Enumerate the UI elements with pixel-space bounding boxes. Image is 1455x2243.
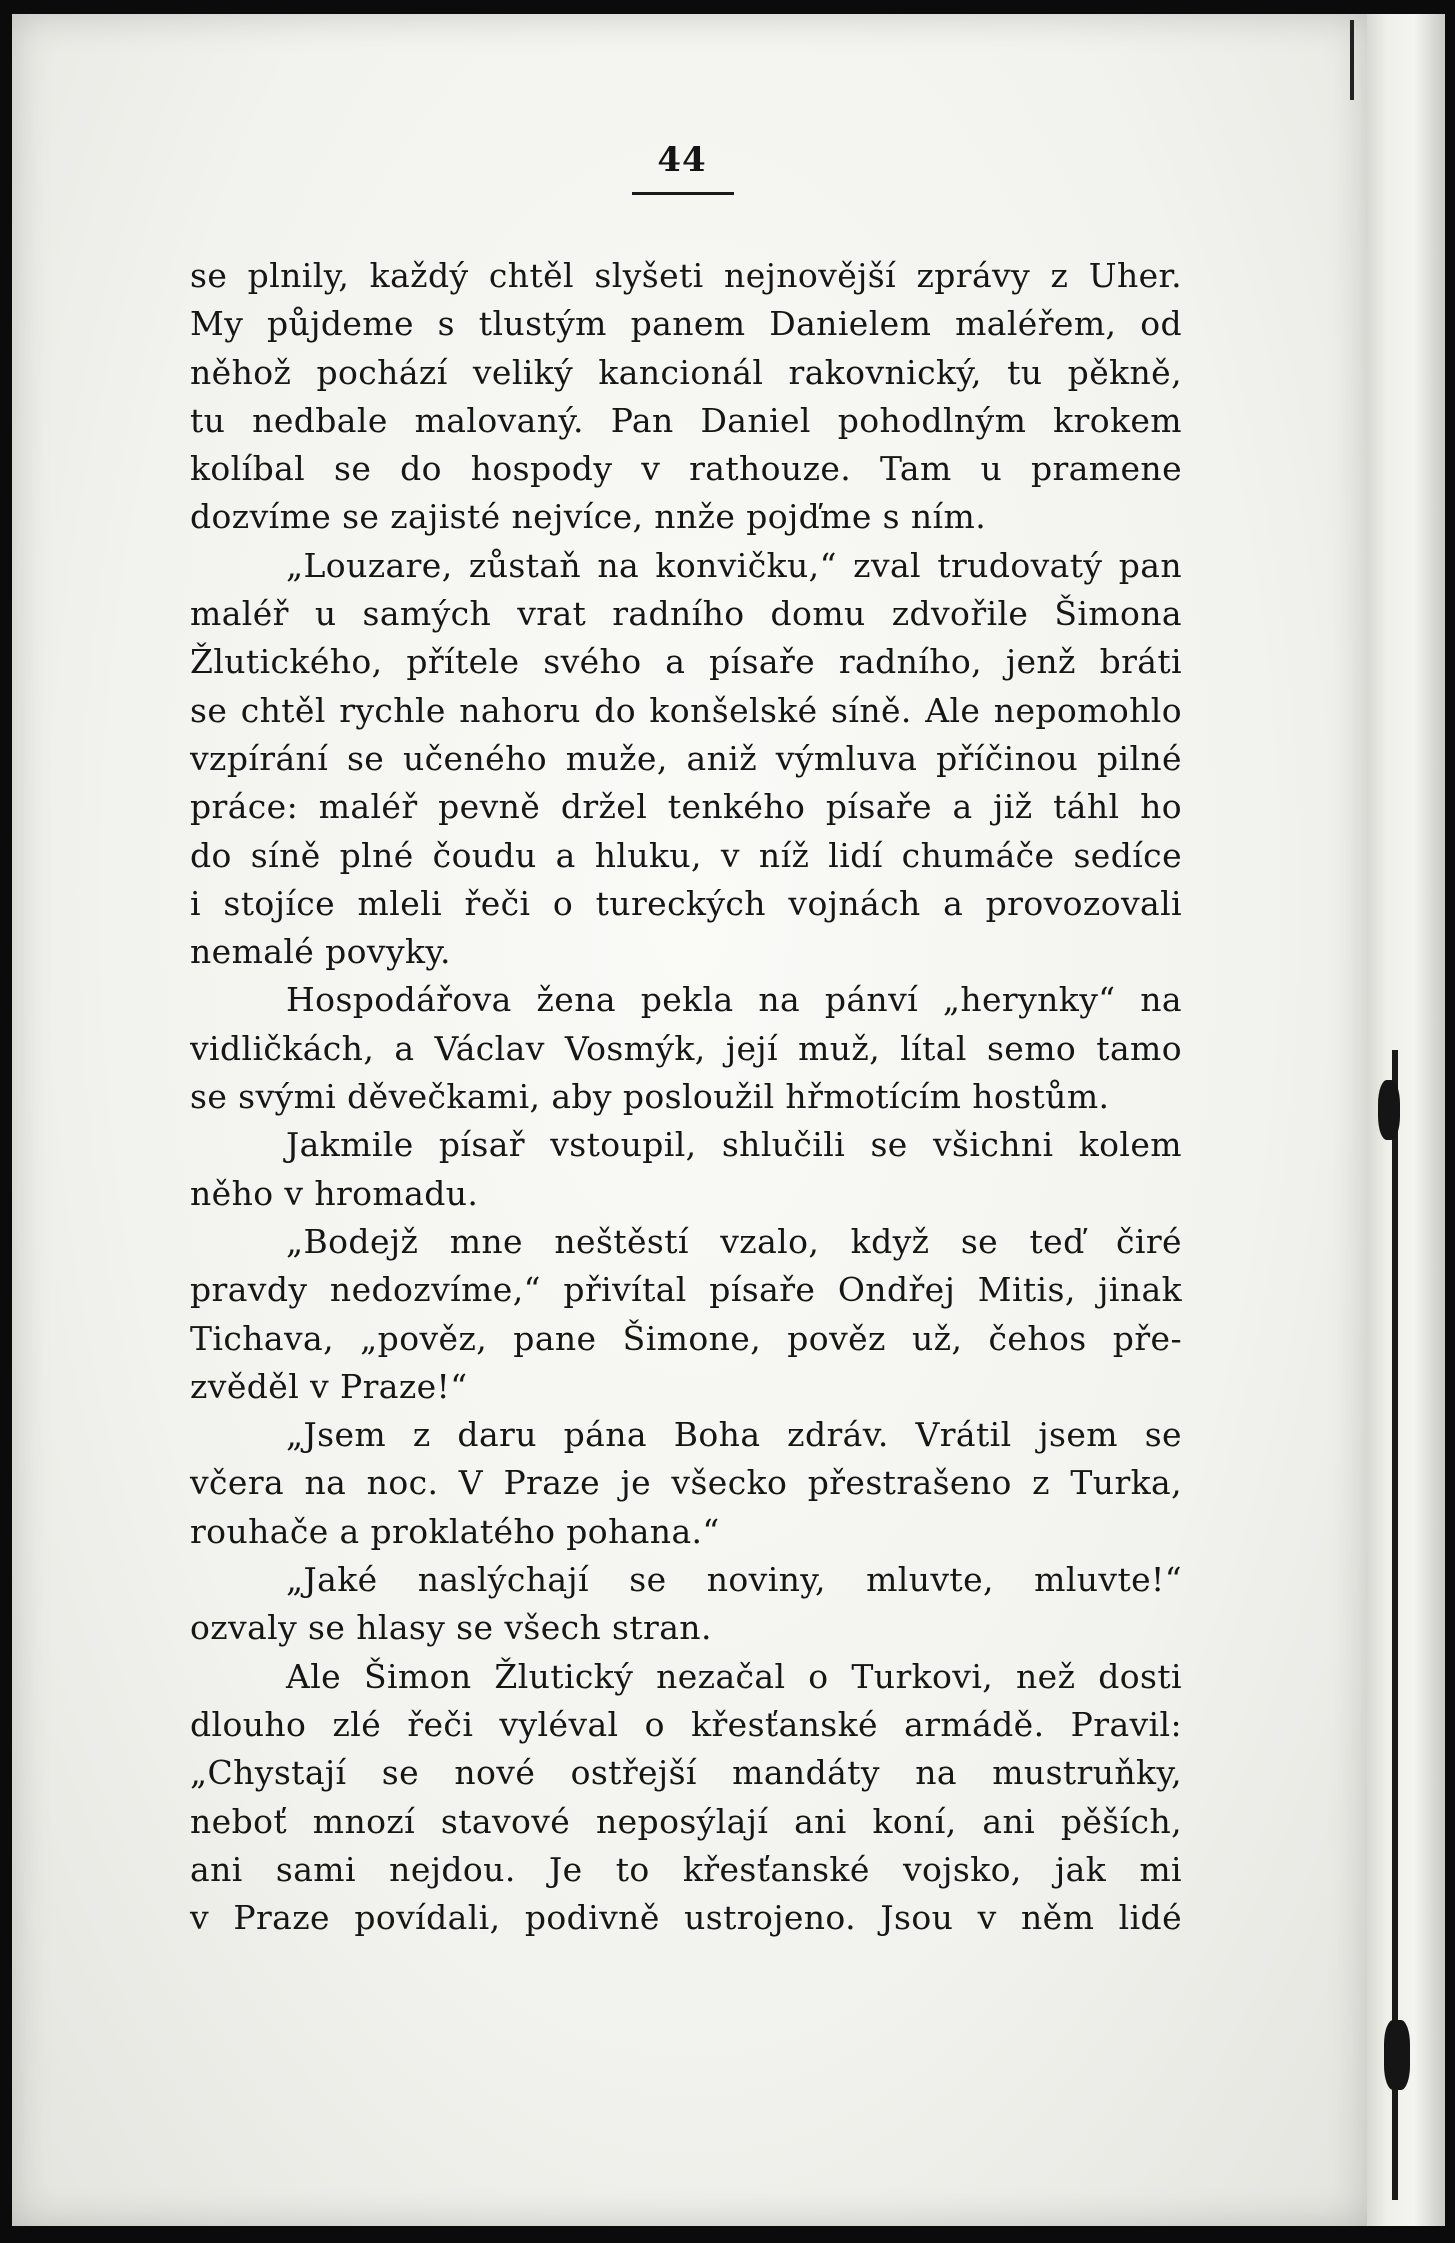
text-line: dlouho zlé řeči vyléval o křesťanské armádě. Pravil:	[190, 1704, 1182, 1744]
text-line: neboť mnozí stavové neposýlají ani koní, ani pěších,	[190, 1801, 1182, 1841]
body-text	[190, 252, 1182, 1942]
text-line: „Jsem z daru pána Boha zdráv. Vrátil jsem se	[286, 1415, 1182, 1455]
text-line: Jakmile písař vstoupil, shlučili se všichni kolem	[286, 1125, 1182, 1165]
text-line: „Louzare, zůstaň na konvičku,“ zval trudovatý pan	[286, 545, 1182, 585]
binding-shadow-top	[1350, 20, 1354, 100]
text-line: ozvaly se hlasy se všech stran.	[190, 1608, 712, 1648]
text-line: Ale Šimon Žlutický nezačal o Turkovi, než dosti	[286, 1656, 1182, 1696]
text-line: do síně plné čoudu a hluku, v níž lidí chumáče sedíce	[190, 835, 1182, 875]
text-line: vidličkách, a Václav Vosmýk, její muž, lítal semo tamo	[190, 1028, 1182, 1068]
text-line: rouhače a proklatého pohana.“	[190, 1511, 720, 1551]
binding-blot	[1378, 1080, 1400, 1140]
text-line: „Chystají se nové ostřejší mandáty na mustruňky,	[190, 1753, 1182, 1793]
text-line: se svými děvečkami, aby posloužil hřmotícím hostům.	[190, 1077, 1110, 1117]
text-line: v Praze povídali, podivně ustrojeno. Jsou v něm lidé	[190, 1898, 1182, 1938]
text-line: i stojíce mleli řeči o tureckých vojnách a provozovali	[190, 883, 1182, 923]
text-line: se chtěl rychle nahoru do konšelské síně. Ale nepomohlo	[190, 690, 1182, 730]
text-line: včera na noc. V Praze je všecko přestrašeno z Turka,	[190, 1463, 1182, 1503]
text-line: něho v hromadu.	[190, 1173, 479, 1213]
text-line: Hospodářova žena pekla na pánví „herynky“ na	[286, 980, 1182, 1020]
text-line: dozvíme se zajisté nejvíce, nnže pojďme s ním.	[190, 497, 987, 537]
text-line: „Bodejž mne neštěstí vzalo, když se teď čiré	[286, 1221, 1182, 1261]
text-line: Žlutického, přítele svého a písaře radního, jenž bráti	[190, 642, 1182, 682]
text-line: maléř u samých vrat radního domu zdvořile Šimona	[190, 594, 1182, 634]
text-line: vzpírání se učeného muže, aniž výmluva příčinou pilné	[190, 738, 1182, 778]
text-line: tu nedbale malovaný. Pan Daniel pohodlným krokem	[190, 400, 1182, 440]
page-number-rule	[632, 192, 734, 195]
text-line: nemalé povyky.	[190, 932, 451, 972]
text-line: pravdy nedozvíme,“ přivítal písaře Ondřej Mitis, jinak	[190, 1270, 1182, 1310]
text-line: práce: maléř pevně držel tenkého písaře a již táhl ho	[190, 787, 1182, 827]
binding-blot-lower	[1384, 2020, 1410, 2090]
text-line: My půjdeme s tlustým panem Danielem maléřem, od	[190, 304, 1182, 344]
text-line: „Jaké naslýchají se noviny, mluvte, mluvte!“	[286, 1560, 1182, 1600]
page-number: 44	[657, 140, 707, 180]
text-line: se plnily, každý chtěl slyšeti nejnovější zprávy z Uher.	[190, 256, 1182, 295]
text-line: něhož pochází veliký kancionál rakovnický, tu pěkně,	[190, 352, 1182, 392]
text-line: Tichava, „pověz, pane Šimone, pověz už, čehos pře-	[190, 1318, 1182, 1358]
text-line: ani sami nejdou. Je to křesťanské vojsko, jak mi	[190, 1849, 1182, 1889]
text-line: kolíbal se do hospody v rathouze. Tam u pramene	[190, 449, 1182, 489]
text-line: zvěděl v Praze!“	[190, 1366, 468, 1406]
